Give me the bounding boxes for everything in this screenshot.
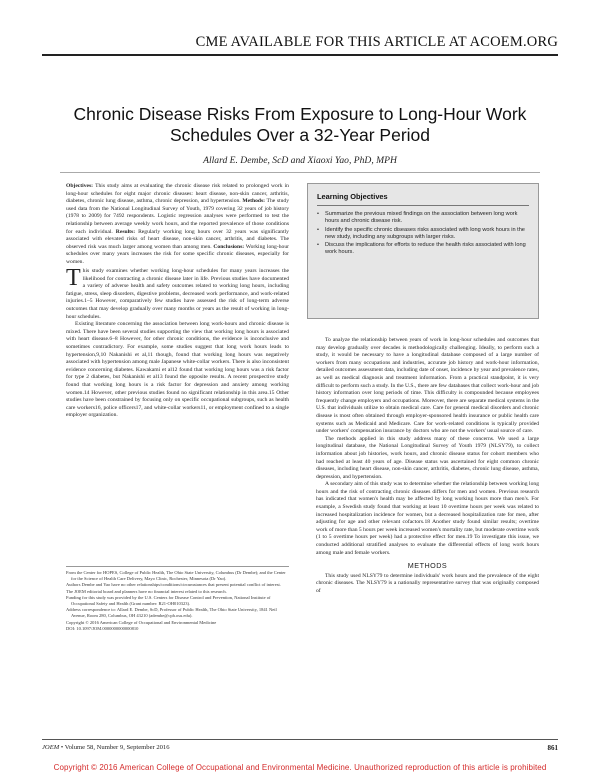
bullet-icon: • (317, 211, 319, 217)
body-paragraph: T his study examines whether working long-hour schedules for many years increases the likelihood for contracting a chronic disease later in life. Previous studies have documented a variety of adverse health and safety outcomes related to working long hours, including fatigue, stress, sleep disorders, digestive problems, decreased work performance, and work-related injuries.1–5 However, comparatively few studies have assessed the risk of long-term adverse outcomes that may develop gradually over many months or years as the result of working in long-hour schedules. (66, 265, 289, 320)
cme-banner[interactable]: CME AVAILABLE FOR THIS ARTICLE AT ACOEM.ORG (195, 34, 558, 50)
results-text: Regularly working long hours over 32 years was significantly associated with elevated risks of heart disease, non-skin cancer, arthritis, and diabetes. The observed risk was much larger among women than among men. (66, 228, 289, 250)
learning-objective-item: • Identify the specific chronic diseases risks associated with long work hours in the new study, including any subgroups with larger risks. (317, 226, 525, 240)
methods-label: Methods: (242, 198, 266, 205)
methods-text: The study used data from the National Longitudinal Survey of Youth, 1979 covering 32 years of job history (1978 to 2009) for 7492 respondents. Logistic regression analyses were performed to test the relationship between average weekly work hours, and the reported prevalence of those conditions for each individual. (66, 198, 289, 235)
footnote[interactable]: Address correspondence to: Allard E. Dembe, ScD, Professor of Public Health, The Ohio State University, 1841 Neil Avenue, Room 280, Columbus, OH 43210 (adembe@cph.osu.edu). (66, 607, 277, 619)
body-paragraph: Existing literature concerning the association between long work-hours and chronic disease is mixed. There have been several studies supporting the view that working long hours is associated with heart disease.6–8 However, for other chronic conditions, the evidence is inconclusive and sometimes contradictory. For example, some studies suggest that long work hours leads to hypertension,9,10 Nakanishi et al,11 though, found that working long hours was negatively associated with hypertension among male Japanese white-collar workers. There is also inconsistent evidence concerning diabetes. Kawakami et al12 found that working long hours was a risk factor for type 2 diabetes, but Nakanishi et al13 found the opposite results. A recent prospective study found that working long hours is a risk factor for depression and anxiety among working women.14 However, other previous studies found no significant relationship in this area.15 Other studies have been constrained by focusing only on specific occupational subgroups, such as health care workers16, police officers17, and white-collar workers11, or employment confined to a single employer organization. (66, 321, 289, 419)
learning-objectives-title: Learning Objectives (317, 192, 388, 201)
footnote: Copyright © 2016 American College of Occupational and Environmental Medicine (66, 619, 217, 625)
results-label: Results: (115, 228, 136, 235)
conclusions-text: Working long-hour schedules over many years increases the risk for some specific chronic diseases, especially for women. (66, 243, 289, 265)
learning-objective-item: • Summarize the previous mixed findings on the association between long work hours and chronic disease risk. (317, 211, 518, 225)
body-left-column (66, 265, 289, 420)
learning-objectives-box (307, 183, 539, 319)
footnote-doi[interactable]: DOI: 10.1097/JOM.0000000000000810 (66, 626, 139, 632)
abstract (66, 183, 289, 267)
learning-objective-item: • Discuss the implications for efforts to reduce the health risks associated with long work hours. (317, 242, 526, 256)
objectives-text: This study aims at evaluating the chronic disease risk related to prolonged work in long-hour schedules for eight major chronic diseases: heart disease, non-skin cancer, arthritis, diabetes, chronic lung disease, asthma, chronic depression, and hypertension. (66, 183, 289, 205)
footnote: Funding for this study was provided by the U.S. Centers for Disease Control and Prevention, National Institute of Occupational Safety and Health (Grant number: R21-OH010323). (66, 595, 271, 607)
learning-objectives-divider (317, 205, 529, 206)
methods-heading: METHODS (407, 561, 448, 571)
footnote: The JOEM editorial board and planners have no financial interest related to this research. (66, 588, 227, 594)
body-right-column (316, 337, 539, 596)
title-divider (60, 172, 540, 173)
journal-volume: • Volume 58, Number 9, September 2016 (60, 744, 170, 751)
footnote: Authors Dembe and Yao have no other relationships/conditions/circumstances that present potential conflict of interest. (66, 582, 281, 588)
copyright-notice: Copyright © 2016 American College of Occupational and Environmental Medicine. Unauthorized reproduction of this article is prohibited (53, 763, 547, 772)
body-paragraph: The methods applied in this study address many of these concerns. We used a large longitudinal database, the National Longitudinal Survey of Youth 1979 (NLSY79), to collect information about job histories, work hours, and chronic disease status for cohort members who had reached at least 40 years of age. Disease status was ascertained for eight common chronic diseases, including heart disease, non-skin cancer, arthritis, diabetes, chronic lung disease, asthma, depression, and hypertension. (316, 435, 539, 480)
bullet-icon: • (317, 242, 319, 249)
article-authors: Allard E. Dembe, ScD and Xiaoxi Yao, PhD, MPH (203, 155, 397, 166)
footnotes (66, 570, 289, 633)
page-number: 861 (547, 744, 558, 752)
bullet-icon: • (317, 226, 319, 233)
body-paragraph: A secondary aim of this study was to determine whether the relationship between working long hours and the risk of contracting chronic diseases differs for men and women. Previous research has indicated that women's health may be affected by long working hours more than men's. For example, a Swedish study found that working at least 10 overtime hours per week was related to increased hospitalization incidence for women, but a decreased hospitalization rate for men, after adjusting for age and other relevant cofactors.18 Another study found similar results; overtime work of more than 5 hours per week increased women's mortality rate, but moderate overtime work (1 to 5 overtime hours per week) had a protective effect for men.19 To investigate this issue, we conducted additional stratified analyses to evaluate the differential effects of long work hours among male and female workers. (316, 481, 539, 556)
drop-cap: T (66, 265, 81, 291)
article-title: Chronic Disease Risks From Exposure to Long-Hour Work Schedules Over a 32-Year Period (73, 104, 527, 145)
footer-divider (42, 739, 558, 740)
banner-divider (42, 54, 558, 56)
body-paragraph: This study used NLSY79 to determine individuals' work hours and the prevalence of the eight chronic diseases. The NLSY79 is a nationally representative survey that was originally composed of (316, 572, 539, 594)
objectives-label: Objectives: (66, 183, 94, 189)
journal-name: JOEM (42, 744, 60, 751)
body-paragraph: To analyze the relationship between years of work in long-hour schedules and outcomes that may develop gradually over decades is methodologically challenging. Ideally, to perform such a study, it would be necessary to have a longitudinal database composed of a large number of workers from many occupations and industries, accurate job history and work-hour information, detailed outcomes assessment data, including date of onset, incidence by year and prevalence rates, as well as medical diagnosis and treatment information. From a practical standpoint, it is very difficult to perform such a study. In the U.S., there are few databases that collect work-hour and job history information over long periods of time. This difficulty is compounded because employees frequently change employers and occupations. Moreover, there are separate medical systems in the U.S. that individuals utilize to obtain medical care. Care for general medical disorders and chronic disease is most often obtained through employer-sponsored health insurance or public health care systems such as Medicaid and Medicare. Care for work-related conditions is typically provided under workers' compensation insurance by doctors who are not the workers' usual source of care. (316, 337, 539, 435)
conclusions-label: Conclusions: (213, 243, 245, 250)
footnote: From the Center for HOPES, College of Public Health, The Ohio State University, Columbus (Dr Dembe); and the Center for the Science of Health Care Delivery, Mayo Clinic, Rochester, Minnesota (Dr Yao). (66, 570, 286, 581)
journal-footer (42, 744, 170, 751)
footnote-divider (66, 566, 289, 567)
